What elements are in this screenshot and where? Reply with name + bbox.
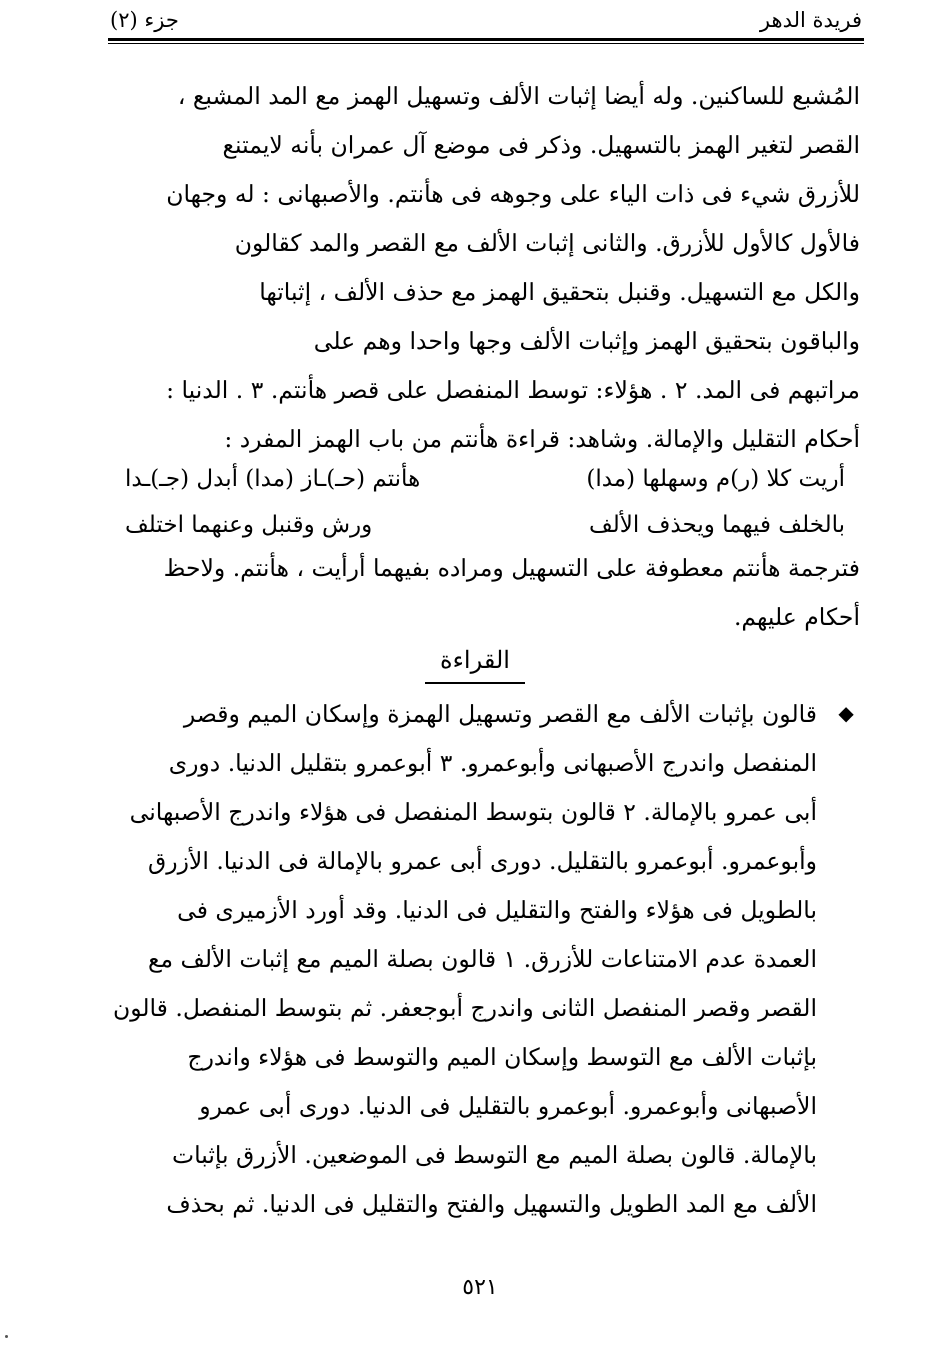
text-line: بالطويل فى هؤلاء والفتح والتقليل فى الدنيا. وقد أورد الأزميرى فى bbox=[177, 896, 817, 924]
text-line: والكل مع التسهيل. وقنبل بتحقيق الهمز مع حذف الألف ، إثباتها bbox=[259, 278, 860, 306]
text-line: مراتبهم فى المد. ٢ . هؤلاء: توسط المنفصل على قصر هأنتم. ٣ . الدنيا : bbox=[166, 376, 860, 404]
text-line: بالإمالة. قالون بصلة الميم مع التوسط فى الموضعين. الأزرق بإثبات bbox=[171, 1141, 817, 1169]
text-line: القصر لتغير الهمز بالتسهيل. وذكر فى موضع آل عمران بأنه لايمتنع bbox=[222, 131, 860, 159]
text-line: أحكام عليهم. bbox=[733, 603, 860, 631]
section-title: القراءة bbox=[425, 640, 525, 684]
diamond-bullet-icon: ◆ bbox=[838, 701, 854, 725]
second-hemistich: هأنتم (حـ)ـاز (مدا) أبدل (جـ)ـدا bbox=[125, 466, 421, 492]
intro-paragraph bbox=[108, 72, 860, 464]
first-hemistich: بالخلف فيهما ويحذف الألف bbox=[588, 512, 845, 538]
text-line: العمدة عدم الامتناعات للأزرق. ١ قالون بصلة الميم مع إثبات الألف مع bbox=[147, 945, 817, 973]
text-line: قالون بإثبات الألف مع القصر وتسهيل الهمزة وإسكان الميم وقصر bbox=[183, 700, 817, 728]
text-line: المنفصل واندرج الأصبهانى وأبوعمرو. ٣ أبوعمرو بتقليل الدنيا. دورى bbox=[168, 749, 817, 777]
poem-verses bbox=[125, 456, 845, 548]
first-hemistich: أريت كلا (ر)م وسهلها (مدا) bbox=[586, 466, 845, 492]
poem-verse bbox=[125, 456, 845, 502]
header-rule-thick bbox=[108, 38, 864, 41]
text-line: أحكام التقليل والإمالة. وشاهد: قراءة هأنتم من باب الهمز المفرد : bbox=[224, 425, 860, 453]
text-line: وأبوعمرو. أبوعمرو بالتقليل. دورى أبى عمرو بالإمالة فى الدنيا. الأزرق bbox=[147, 847, 817, 875]
text-line: الألف مع المد الطويل والتسهيل والفتح والتقليل فى الدنيا. ثم بحذف bbox=[166, 1190, 817, 1218]
text-line: القصر وقصر المنفصل الثانى واندرج أبوجعفر. ثم بتوسط المنفصل. قالون bbox=[112, 994, 817, 1022]
text-line: أبى عمرو بالإمالة. ٢ قالون بتوسط المنفصل فى هؤلاء واندرج الأصبهانى bbox=[129, 798, 817, 826]
header-rule-thin bbox=[108, 43, 864, 44]
text-line: فالأول كالأول للأزرق. والثانى إثبات الألف مع القصر والمد كقالون bbox=[234, 229, 860, 257]
part-label: جزء (٢) bbox=[110, 8, 179, 32]
text-line: الأصبهانى وأبوعمرو. أبوعمرو بالتقليل فى الدنيا. دورى أبى عمرو bbox=[199, 1092, 817, 1120]
page-number: ٥٢١ bbox=[462, 1275, 498, 1300]
running-header bbox=[110, 2, 862, 38]
text-line: للأزرق شيء فى ذات الياء على وجوهه فى هأنتم. والأصبهانى : له وجهان bbox=[166, 180, 860, 208]
text-line: فترجمة هأنتم معطوفة على التسهيل ومراده بفيهما أرأيت ، هأنتم. ولاحظ bbox=[163, 554, 860, 582]
text-line: بإثبات الألف مع التوسط وإسكان الميم والتوسط فى هؤلاء واندرج bbox=[187, 1043, 817, 1071]
second-hemistich: ورش وقنبل وعنهما اختلف bbox=[125, 512, 373, 538]
text-line: والباقون بتحقيق الهمز وإثبات الألف وجها واحدا وهم على bbox=[313, 327, 860, 355]
book-title: فريدة الدهر bbox=[759, 8, 862, 32]
reading-paragraph bbox=[109, 690, 817, 1229]
poem-verse bbox=[125, 502, 845, 548]
text-line: المُشبع للساكنين. وله أيضا إثبات الألف وتسهيل الهمز مع المد المشبع ، bbox=[177, 82, 860, 110]
after-poem-paragraph bbox=[108, 544, 860, 642]
scan-speck bbox=[5, 1335, 8, 1338]
